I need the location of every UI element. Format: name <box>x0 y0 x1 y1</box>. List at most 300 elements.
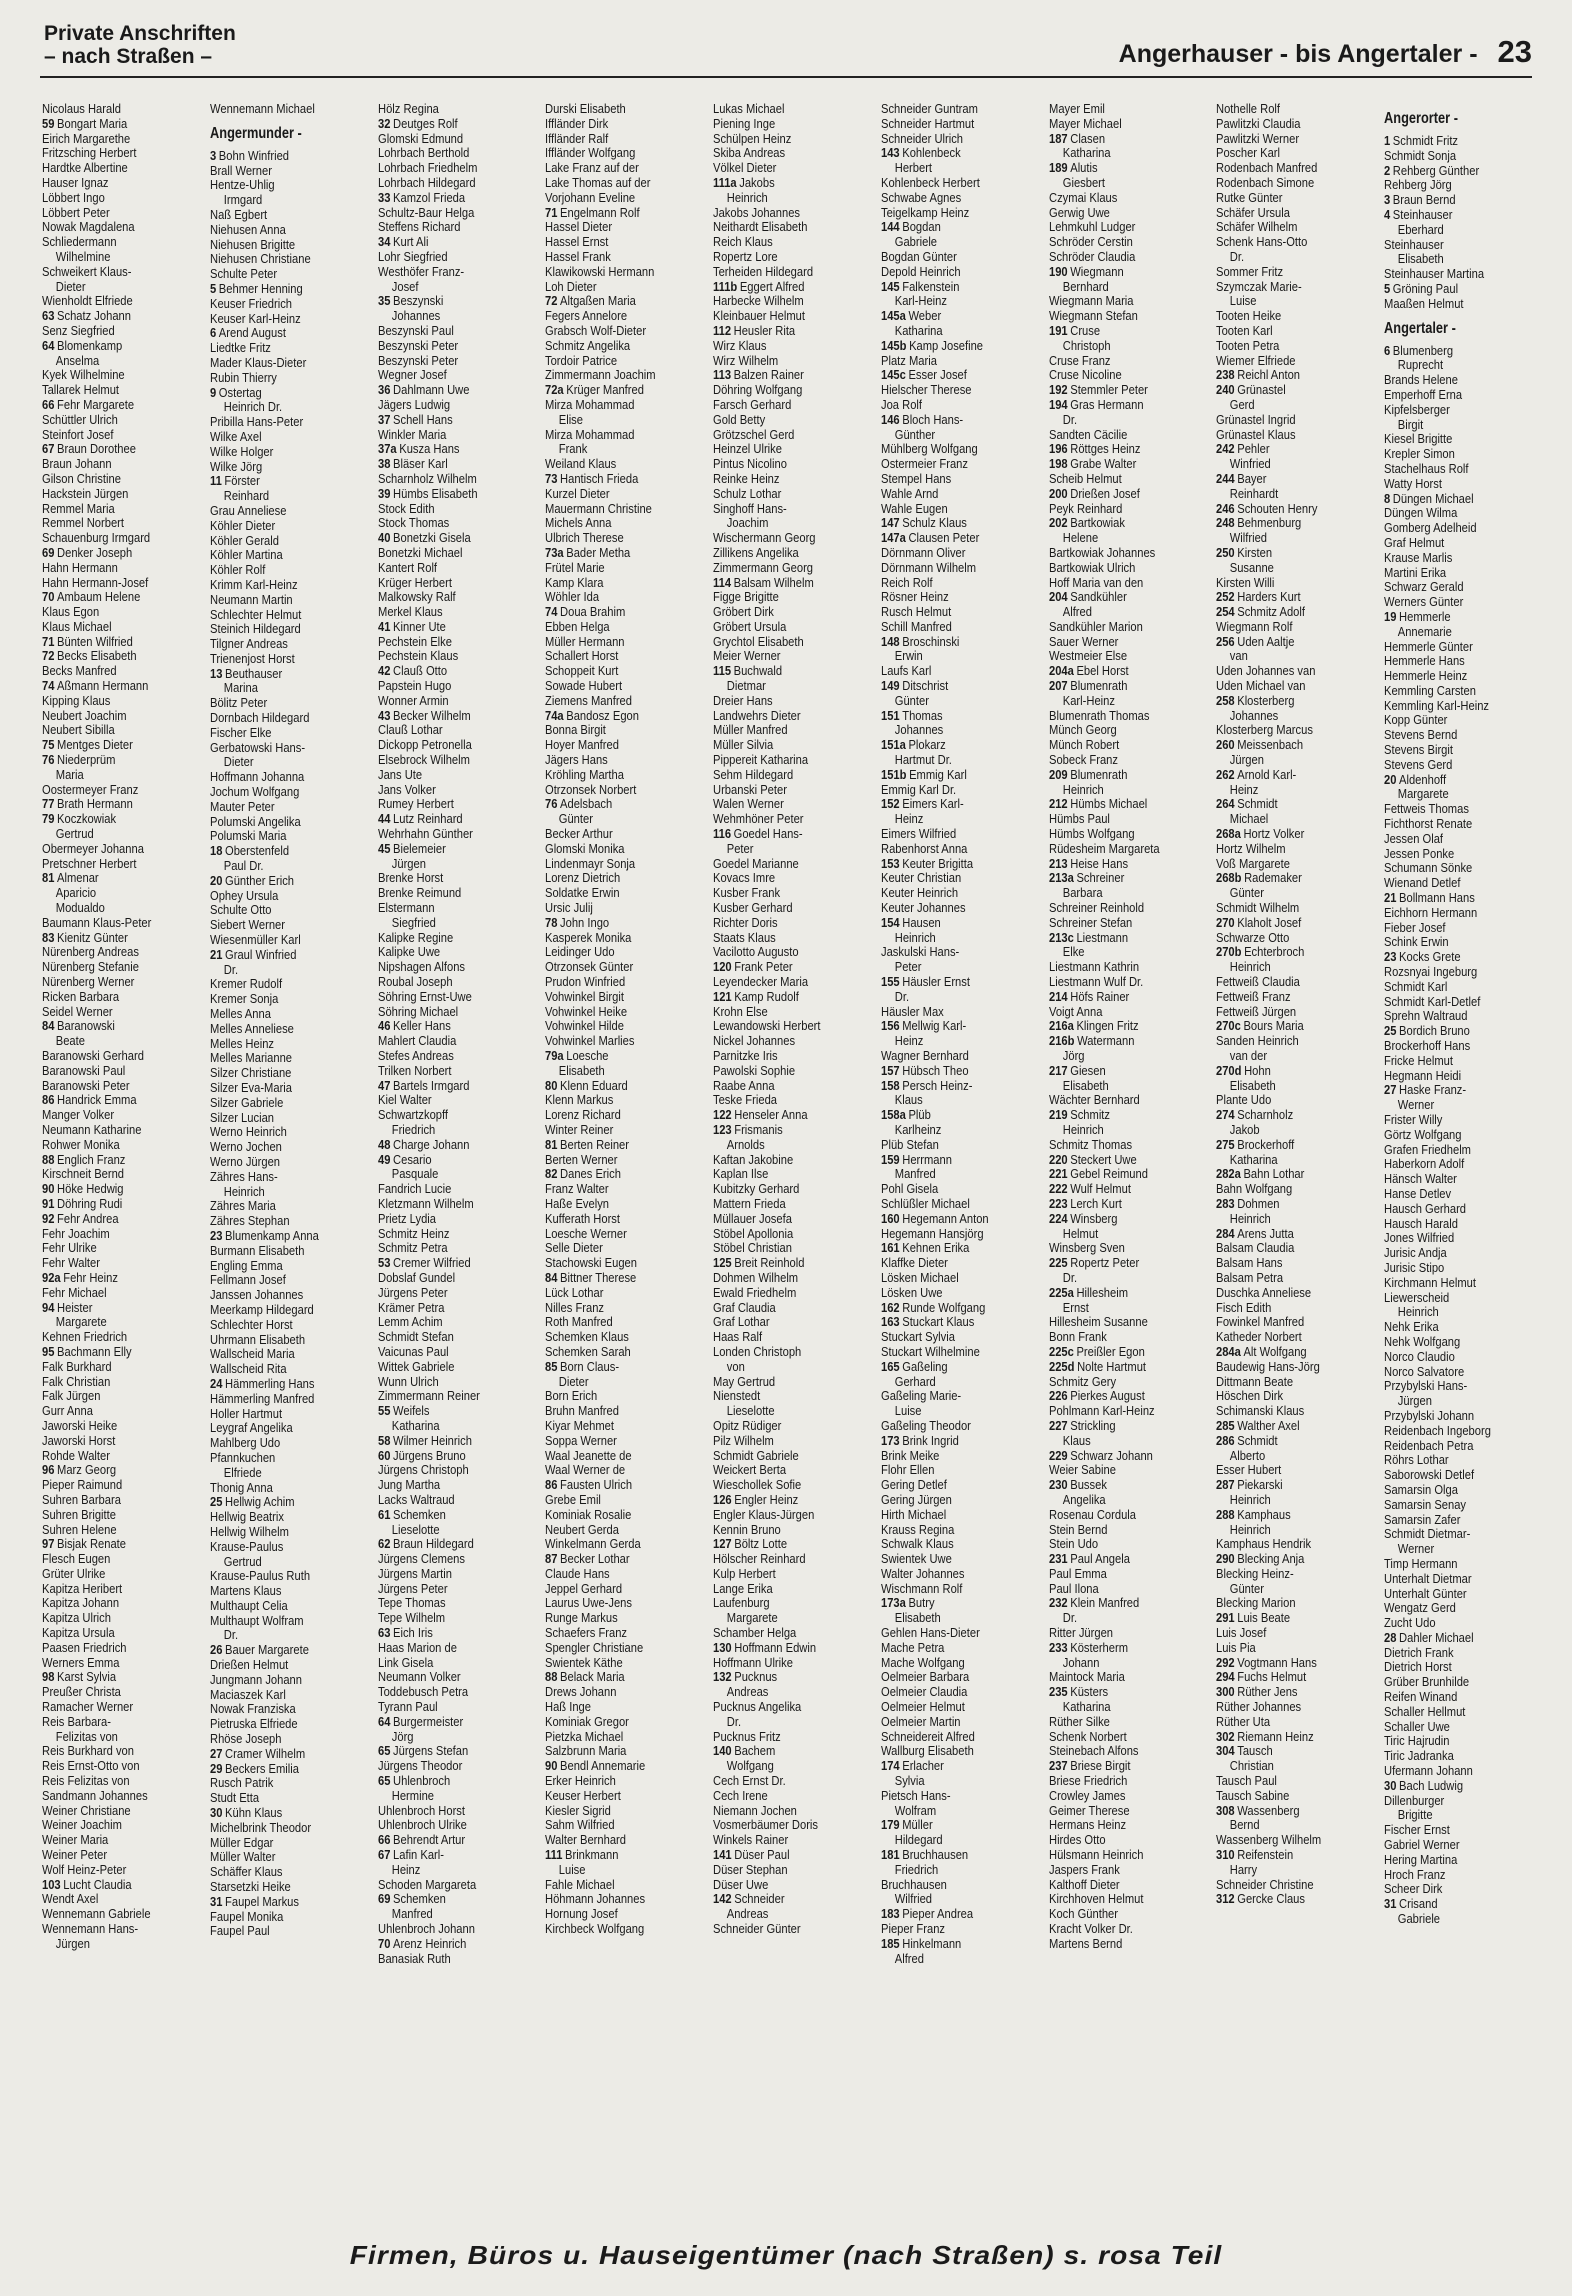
house-number: 235 <box>1048 1684 1068 1700</box>
directory-entry: Dornbach Hildegard <box>209 710 310 726</box>
directory-entry: Pawlitzki Werner <box>1216 130 1300 146</box>
house-number: 6 <box>209 325 217 341</box>
directory-entry: Hemmerle Hans <box>1384 653 1466 669</box>
directory-entry: 148 Broschinski <box>880 633 960 649</box>
directory-entry: 268b Rademaker <box>1216 870 1303 886</box>
directory-entry: 163 Stuckart Klaus <box>880 1314 975 1330</box>
directory-entry: Christian <box>1230 1758 1275 1774</box>
directory-entry: Dittmann Beate <box>1216 1373 1294 1389</box>
directory-entry: Pilz Wilhelm <box>713 1432 775 1448</box>
directory-entry: Köhler Martina <box>209 547 283 563</box>
directory-entry: Stöbel Apollonia <box>713 1225 794 1241</box>
directory-entry: Schreiner Reinhold <box>1048 900 1144 916</box>
house-number: 204a <box>1048 663 1074 679</box>
directory-entry: Remmel Maria <box>42 500 115 516</box>
directory-entry: 268a Hortz Volker <box>1216 826 1305 842</box>
directory-entry: 70 Ambaum Helene <box>42 589 141 605</box>
directory-entry: 42 Clauß Otto <box>377 663 447 679</box>
directory-entry: Brockerhoff Hans <box>1384 1038 1471 1054</box>
directory-entry: Parnitzke Iris <box>713 1048 778 1063</box>
house-number: 270b <box>1216 944 1242 960</box>
house-number: 70 <box>42 589 55 605</box>
directory-entry: Drews Johann <box>545 1684 617 1700</box>
house-number: 229 <box>1048 1447 1068 1463</box>
directory-entry: Steinhauser <box>1384 236 1444 252</box>
directory-entry: Falk Christian <box>42 1373 111 1389</box>
directory-entry: Pasquale <box>391 1166 438 1182</box>
directory-entry: 260 Meissenbach <box>1216 737 1304 753</box>
directory-entry: Fieber Josef <box>1384 919 1446 935</box>
directory-entry: 153 Keuter Brigitta <box>880 855 973 871</box>
directory-entry: Mader Klaus-Dieter <box>209 354 307 370</box>
house-number: 152 <box>880 796 900 812</box>
house-number: 145a <box>880 308 906 324</box>
directory-entry: Pawolski Sophie <box>713 1062 796 1078</box>
directory-entry: Lange Erika <box>713 1580 773 1596</box>
directory-entry: Heinz <box>894 1033 924 1049</box>
directory-entry: Kyek Wilhelmine <box>42 367 125 383</box>
house-number: 31 <box>1384 1896 1397 1912</box>
directory-entry: Rohde Walter <box>42 1447 110 1463</box>
directory-entry: Söhring Michael <box>377 1003 458 1019</box>
directory-entry: 69 Denker Joseph <box>42 544 133 560</box>
directory-entry: 13 Beuthauser <box>209 665 282 681</box>
house-number: 5 <box>209 280 217 296</box>
directory-entry: Burmann Elisabeth <box>209 1242 305 1258</box>
directory-entry: Falk Jürgen <box>42 1388 101 1404</box>
street-heading: Angertaler - <box>1384 319 1457 337</box>
directory-entry: Jessen Ponke <box>1384 845 1455 861</box>
directory-entry: 165 Gaßeling <box>880 1358 948 1374</box>
directory-entry: Maciaszek Karl <box>209 1686 286 1702</box>
house-number: 81 <box>42 870 55 886</box>
directory-entry: Schülpen Heinz <box>713 130 792 146</box>
directory-entry: Kiesel Brigitte <box>1384 431 1453 447</box>
house-number: 163 <box>880 1314 900 1330</box>
directory-entry: 27 Haske Franz- <box>1384 1082 1467 1098</box>
directory-entry: Fehr Ulrike <box>42 1240 97 1256</box>
directory-entry: Fichthorst Renate <box>1384 816 1473 832</box>
directory-entry: Nilles Franz <box>545 1299 605 1315</box>
house-number: 173a <box>880 1595 906 1611</box>
directory-entry: 76 Adelsbach <box>545 796 613 812</box>
house-number: 287 <box>1216 1477 1236 1493</box>
directory-entry: Höhmann Johannes <box>545 1891 646 1907</box>
directory-entry: Frütel Marie <box>545 559 605 575</box>
directory-entry: Wilke Jörg <box>209 458 262 474</box>
directory-entry: Jürgens Peter <box>377 1284 448 1300</box>
directory-entry: Elisabeth <box>894 1610 941 1626</box>
directory-entry: 225a Hillesheim <box>1048 1284 1128 1300</box>
directory-entry: 143 Kohlenbeck <box>880 145 961 161</box>
house-number: 69 <box>42 544 55 560</box>
directory-entry: Dietrich Horst <box>1384 1659 1452 1675</box>
house-number: 160 <box>880 1210 900 1226</box>
directory-entry: Wolfram <box>894 1802 937 1818</box>
directory-entry: 127 Böltz Lotte <box>713 1536 788 1552</box>
directory-entry: 130 Hoffmann Edwin <box>713 1639 817 1655</box>
directory-entry: Kusber Frank <box>713 885 781 901</box>
directory-entry: 59 Bongart Maria <box>42 115 128 131</box>
directory-entry: Schemken Klaus <box>545 1329 630 1345</box>
directory-entry: Pribilla Hans-Peter <box>209 414 303 430</box>
directory-entry: Grebe Emil <box>545 1491 602 1507</box>
house-number: 220 <box>1048 1151 1068 1167</box>
directory-entry: Jaworski Heike <box>42 1417 118 1433</box>
directory-entry: Dr. <box>223 961 238 977</box>
directory-entry: 196 Röttges Heinz <box>1048 441 1141 457</box>
directory-entry: Schlechter Horst <box>209 1316 293 1332</box>
directory-entry: Kapitza Johann <box>42 1595 120 1611</box>
directory-entry: Dr. <box>1230 248 1245 264</box>
house-number: 144 <box>880 219 900 235</box>
directory-entry: Siegfried <box>391 914 436 930</box>
directory-entry: Fricke Helmut <box>1384 1052 1454 1068</box>
directory-entry: Reidenbach Petra <box>1384 1437 1474 1453</box>
directory-entry: Faupel Monika <box>209 1908 284 1924</box>
directory-entry: Günter <box>1230 1580 1265 1596</box>
directory-entry: Wonner Armin <box>377 692 449 708</box>
directory-entry: 225d Nolte Hartmut <box>1048 1358 1146 1374</box>
directory-entry: Rubin Thierry <box>209 369 277 385</box>
directory-entry: 28 Dahler Michael <box>1384 1629 1474 1645</box>
directory-entry: 185 Hinkelmann <box>880 1935 962 1951</box>
directory-entry: Kovacs Imre <box>713 870 776 886</box>
house-number: 250 <box>1216 544 1236 560</box>
house-number: 58 <box>377 1432 391 1448</box>
section-title <box>44 22 236 68</box>
directory-entry: 213c Liestmann <box>1048 929 1128 945</box>
house-number: 217 <box>1048 1062 1068 1078</box>
house-number: 76 <box>545 796 558 812</box>
directory-entry: Werner <box>1398 1097 1435 1113</box>
directory-entry: Thonig Anna <box>209 1479 273 1495</box>
directory-entry: Hielscher Therese <box>880 382 972 398</box>
directory-entry: Gerwig Uwe <box>1048 204 1110 220</box>
directory-entry: Wallscheid Maria <box>209 1346 295 1362</box>
house-number: 179 <box>880 1817 900 1833</box>
directory-entry: 62 Braun Hildegard <box>377 1536 474 1552</box>
directory-entry: Müller Edgar <box>209 1834 274 1850</box>
directory-entry: 284 Arens Jutta <box>1216 1225 1295 1241</box>
directory-entry: Briese Friedrich <box>1048 1773 1127 1789</box>
directory-entry: Jaworski Horst <box>42 1432 116 1448</box>
directory-entry: Lukas Michael <box>713 102 785 116</box>
directory-entry: Hümbs Paul <box>1048 811 1110 827</box>
directory-entry: Schmidt Dietmar- <box>1384 1526 1471 1542</box>
directory-entry: 84 Bittner Therese <box>545 1269 637 1285</box>
directory-entry: Heinrich <box>1230 1210 1272 1226</box>
house-number: 24 <box>209 1375 223 1391</box>
directory-entry: Vohwinkel Heike <box>545 1003 628 1019</box>
directory-entry: 31 Faupel Markus <box>209 1893 299 1909</box>
directory-entry: 88 Belack Maria <box>545 1669 625 1685</box>
page-header <box>40 20 1532 78</box>
directory-entry: Kaplan Ilse <box>713 1166 769 1182</box>
directory-entry: Jörg <box>391 1728 414 1744</box>
directory-entry: Laufs Karl <box>880 663 932 679</box>
house-number: 223 <box>1048 1195 1068 1211</box>
house-number: 256 <box>1216 633 1236 649</box>
directory-entry: 65 Jürgens Stefan <box>377 1743 468 1759</box>
directory-entry: Hämmerling Manfred <box>209 1390 315 1406</box>
directory-entry: Loesche Werner <box>545 1225 628 1241</box>
house-number: 292 <box>1216 1654 1236 1670</box>
directory-entry: Brenke Horst <box>377 870 443 886</box>
house-number: 270 <box>1216 914 1236 930</box>
directory-entry: Hölscher Reinhard <box>713 1551 806 1567</box>
directory-entry: Schmitz Angelika <box>545 337 631 353</box>
directory-entry: Pietsch Hans- <box>880 1787 951 1803</box>
directory-entry: Becks Manfred <box>42 663 117 679</box>
house-number: 59 <box>42 115 55 131</box>
directory-entry: 254 Schmitz Adolf <box>1216 604 1306 620</box>
directory-entry: 256 Uden Aaltje <box>1216 633 1295 649</box>
directory-entry: Roth Manfred <box>545 1314 614 1330</box>
directory-entry: Klaffke Dieter <box>880 1255 948 1271</box>
directory-entry: Pippereit Katharina <box>713 752 809 768</box>
directory-entry: Görtz Wolfgang <box>1384 1126 1462 1142</box>
directory-entry: Jurisic Andja <box>1384 1245 1448 1261</box>
directory-entry: Oostermeyer Franz <box>42 781 139 797</box>
directory-entry: Kremer Sonja <box>209 991 279 1007</box>
directory-entry: 252 Harders Kurt <box>1216 589 1302 605</box>
directory-entry: Balsam Claudia <box>1216 1240 1295 1256</box>
directory-entry: Sowade Hubert <box>545 678 623 694</box>
house-number: 282a <box>1216 1166 1242 1182</box>
directory-entry: 220 Steckert Uwe <box>1048 1151 1137 1167</box>
directory-entry: 48 Charge Johann <box>377 1136 470 1152</box>
directory-entry: Kehnen Friedrich <box>42 1329 128 1345</box>
house-number: 141 <box>713 1847 732 1863</box>
directory-entry: Neubert Sibilla <box>42 722 115 738</box>
directory-entry: Peyk Reinhard <box>1048 500 1123 516</box>
directory-entry: Köhler Rolf <box>209 562 266 578</box>
directory-entry: Sandmann Johannes <box>42 1787 148 1803</box>
directory-column <box>378 102 536 2152</box>
directory-entry: Werno Jochen <box>209 1139 282 1155</box>
directory-entry: Trilken Norbert <box>377 1062 452 1078</box>
directory-entry: Staats Klaus <box>713 929 776 945</box>
directory-entry: 174 Erlacher <box>880 1758 944 1774</box>
directory-entry: 64 Burgermeister <box>377 1713 463 1729</box>
directory-entry: 275 Brockerhoff <box>1216 1136 1295 1152</box>
directory-entry: 122 Henseler Anna <box>713 1107 808 1123</box>
directory-entry: Reich Klaus <box>713 234 773 250</box>
house-number: 151b <box>880 766 907 782</box>
directory-entry: Kalipke Regine <box>377 929 453 945</box>
directory-entry: Melles Anna <box>209 1006 271 1022</box>
directory-entry: Scheib Helmut <box>1048 470 1122 486</box>
directory-entry: Grychtol Elisabeth <box>713 633 804 649</box>
directory-entry: Stevens Gerd <box>1384 756 1453 772</box>
directory-entry: Hartmut Dr. <box>894 752 952 768</box>
directory-entry: Karl-Heinz <box>1062 692 1115 708</box>
directory-entry: 146 Bloch Hans- <box>880 411 964 427</box>
directory-entry: 300 Rüther Jens <box>1216 1684 1298 1700</box>
house-number: 2 <box>1384 162 1391 178</box>
directory-entry: Röhrs Lothar <box>1384 1452 1449 1468</box>
directory-entry: Keuser Herbert <box>545 1787 622 1803</box>
directory-entry: Zimmermann Reiner <box>377 1388 480 1404</box>
directory-entry: Peter <box>726 840 754 856</box>
directory-entry: Friedrich <box>391 1121 435 1137</box>
directory-entry: Nothelle Rolf <box>1216 102 1281 116</box>
house-number: 290 <box>1216 1551 1236 1567</box>
directory-entry: Pieper Franz <box>880 1921 945 1937</box>
directory-entry: Köhler Dieter <box>209 517 276 533</box>
directory-entry: Krepler Simon <box>1384 446 1456 462</box>
directory-entry: Gabriele <box>1398 1911 1441 1927</box>
house-number: 55 <box>377 1403 391 1419</box>
directory-entry: Lösken Michael <box>880 1269 959 1285</box>
directory-entry: Beszynski Peter <box>377 337 458 353</box>
directory-entry: Tyrann Paul <box>377 1699 438 1715</box>
directory-entry: Niehusen Brigitte <box>209 236 295 252</box>
directory-entry: Helene <box>1062 530 1098 546</box>
house-number: 147a <box>880 530 906 546</box>
directory-entry: Liestmann Kathrin <box>1048 959 1139 975</box>
directory-entry: Vosmerbäumer Doris <box>713 1817 819 1833</box>
directory-entry: 213 Heise Hans <box>1048 855 1128 871</box>
directory-entry: Helmut <box>1062 1225 1098 1241</box>
house-number: 3 <box>209 147 217 163</box>
directory-entry: Schneider Günter <box>713 1921 801 1937</box>
directory-entry: 285 Walther Axel <box>1216 1417 1301 1433</box>
directory-entry: Nipshagen Alfons <box>377 959 465 975</box>
directory-entry: Schäfer Wilhelm <box>1216 219 1298 235</box>
house-number: 45 <box>377 840 391 856</box>
directory-entry: 111b Eggert Alfred <box>713 278 805 294</box>
directory-entry: Hausch Harald <box>1384 1215 1459 1231</box>
directory-entry: Flohr Ellen <box>880 1462 935 1478</box>
directory-entry: Katheder Norbert <box>1216 1329 1303 1345</box>
directory-entry: Soppa Werner <box>545 1432 618 1448</box>
directory-entry: 9 Ostertag <box>209 384 262 400</box>
directory-entry: Skiba Andreas <box>713 145 786 161</box>
directory-entry: Jürgen <box>55 1935 90 1951</box>
house-number: 151 <box>880 707 900 723</box>
directory-entry: 160 Hegemann Anton <box>880 1210 989 1226</box>
directory-entry: Löbbert Ingo <box>42 189 105 205</box>
directory-entry: Engler Klaus-Jürgen <box>713 1506 815 1522</box>
directory-entry: 90 Höke Hedwig <box>42 1181 124 1197</box>
directory-entry: Baranowski Peter <box>42 1077 130 1093</box>
house-number: 158 <box>880 1077 900 1093</box>
house-number: 63 <box>42 308 55 324</box>
house-number: 84 <box>545 1269 558 1285</box>
directory-entry: Kalipke Uwe <box>377 944 440 960</box>
directory-entry: Hoyer Manfred <box>545 737 620 753</box>
directory-entry: 223 Lerch Kurt <box>1048 1195 1122 1211</box>
directory-entry: Wieschollek Sofie <box>713 1477 802 1493</box>
directory-entry: Jochum Wolfgang <box>209 784 300 800</box>
directory-entry: Reich Rolf <box>880 574 933 590</box>
directory-entry: Voigt Anna <box>1048 1003 1103 1019</box>
directory-entry: 113 Balzen Rainer <box>713 367 804 383</box>
house-number: 11 <box>209 473 222 489</box>
house-number: 132 <box>713 1669 732 1685</box>
directory-entry: Hermine <box>391 1787 434 1803</box>
directory-entry: Kulp Herbert <box>713 1565 776 1581</box>
directory-entry: Luis Josef <box>1216 1625 1267 1641</box>
directory-entry: Norco Claudio <box>1384 1348 1456 1364</box>
house-number: 304 <box>1216 1743 1236 1759</box>
directory-column <box>545 102 703 2152</box>
directory-entry: 204a Ebel Horst <box>1048 663 1129 679</box>
directory-entry: Uden Michael van <box>1216 678 1306 694</box>
directory-entry: Mayer Emil <box>1048 102 1105 116</box>
directory-entry: Düser Uwe <box>713 1876 769 1892</box>
directory-entry: Münch Robert <box>1048 737 1119 753</box>
directory-entry: 63 Eich Iris <box>377 1625 433 1641</box>
directory-entry: Vorjohann Eveline <box>545 189 636 205</box>
directory-entry: Luis Pia <box>1216 1639 1257 1655</box>
directory-entry: 183 Pieper Andrea <box>880 1906 974 1922</box>
directory-entry: Lemm Achim <box>377 1314 443 1330</box>
directory-entry: van der <box>1230 1048 1268 1063</box>
directory-entry: Richter Doris <box>713 914 778 930</box>
house-number: 159 <box>880 1151 900 1167</box>
directory-entry: Hirth Michael <box>880 1506 947 1522</box>
directory-entry: Lindenmayr Sonja <box>545 855 636 871</box>
directory-entry: Reis Ernst-Otto von <box>42 1758 140 1774</box>
directory-entry: Rhöse Joseph <box>209 1731 282 1747</box>
directory-entry: Nickel Johannes <box>713 1033 796 1049</box>
house-number: 62 <box>377 1536 391 1552</box>
house-number: 73 <box>545 470 558 486</box>
directory-entry: 98 Karst Sylvia <box>42 1669 117 1685</box>
directory-entry: Fettweis Thomas <box>1384 801 1470 817</box>
directory-entry: Jungmann Johann <box>209 1671 302 1687</box>
directory-entry: Brall Werner <box>209 162 272 178</box>
directory-entry: Reinhardt <box>1230 485 1279 501</box>
directory-entry: Oelmeier Helmut <box>880 1699 965 1715</box>
directory-entry: Zähres Stephan <box>209 1213 290 1229</box>
directory-entry: 123 Frismanis <box>713 1121 783 1137</box>
house-number: 67 <box>377 1847 391 1863</box>
directory-entry: Arnolds <box>726 1136 765 1152</box>
directory-entry: Emperhoff Erna <box>1384 386 1463 402</box>
directory-entry: Hassel Ernst <box>545 234 609 250</box>
directory-entry: Hülsmann Heinrich <box>1048 1847 1144 1863</box>
house-number: 202 <box>1048 515 1068 531</box>
directory-entry: Hemmerle Heinz <box>1384 668 1468 684</box>
directory-entry: 221 Gebel Reimund <box>1048 1166 1148 1182</box>
directory-entry: Wunn Ulrich <box>377 1373 439 1389</box>
directory-entry: Rodenbach Manfred <box>1216 160 1318 176</box>
directory-entry: Reinke Heinz <box>713 470 780 486</box>
house-number: 264 <box>1216 796 1236 812</box>
directory-entry: 25 Bordich Bruno <box>1384 1023 1471 1039</box>
house-number: 38 <box>377 456 391 472</box>
house-number: 258 <box>1216 692 1236 708</box>
directory-entry: Dieter <box>55 278 86 294</box>
directory-entry: Angelika <box>1062 1491 1106 1507</box>
directory-entry: Hemmerle Günter <box>1384 638 1474 654</box>
directory-entry: Jörg <box>1062 1048 1085 1063</box>
directory-entry: 198 Grabe Walter <box>1048 456 1137 472</box>
house-number: 148 <box>880 633 900 649</box>
directory-entry: 29 Beckers Emilia <box>209 1760 299 1776</box>
house-number: 142 <box>713 1891 732 1907</box>
directory-entry: 302 Riemann Heinz <box>1216 1728 1315 1744</box>
house-number: 213c <box>1048 929 1074 945</box>
house-number: 225a <box>1048 1284 1074 1300</box>
street-heading: Angerorter - <box>1384 110 1459 127</box>
house-number: 28 <box>1384 1629 1397 1645</box>
directory-entry: Elisabeth <box>559 1062 606 1078</box>
